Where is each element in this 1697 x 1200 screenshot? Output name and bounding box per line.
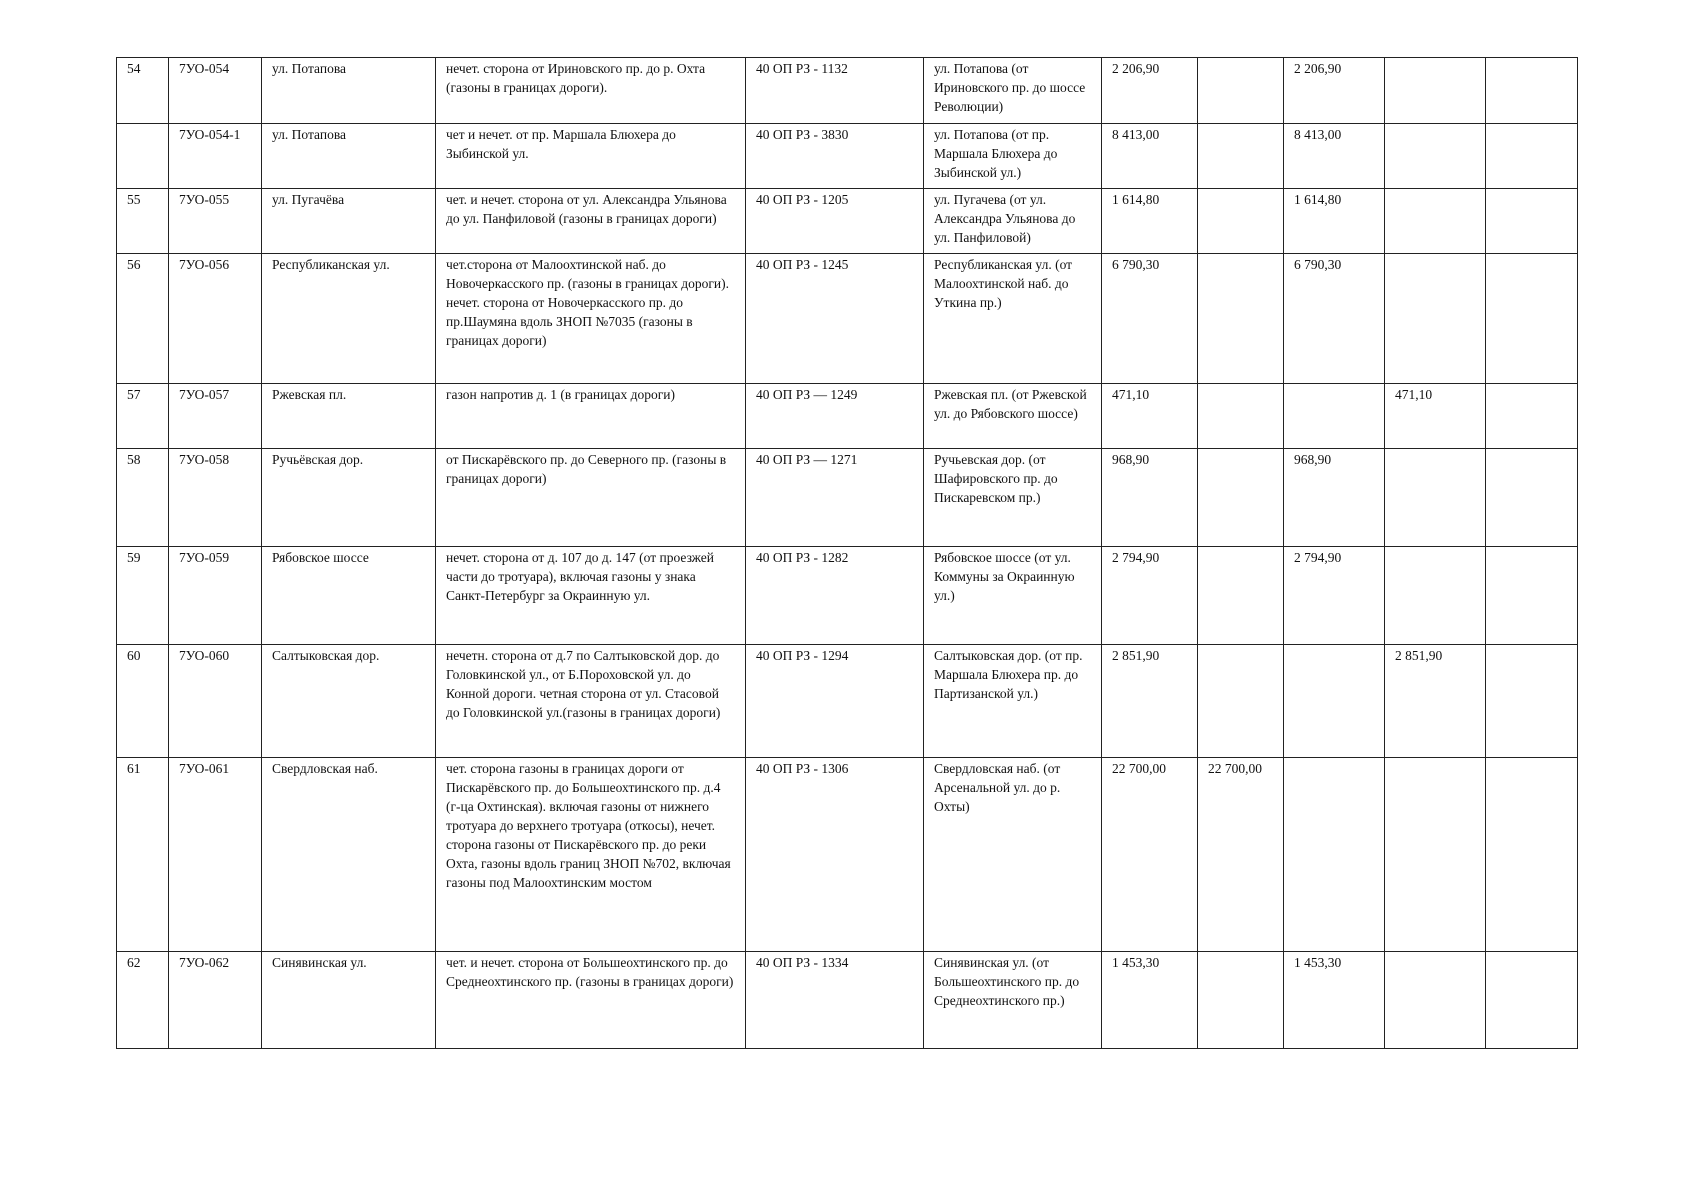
road-id: 40 ОП РЗ — 1271 [746, 449, 924, 547]
row-number: 61 [117, 758, 169, 952]
road-id: 40 ОП РЗ - 1334 [746, 952, 924, 1049]
street-name: Салтыковская дор. [262, 645, 436, 758]
area-col-a [1198, 547, 1284, 645]
area-col-d [1486, 952, 1578, 1049]
road-name: ул. Пугачева (от ул. Александра Ульянова до ул. Панфиловой) [924, 189, 1102, 254]
street-name: ул. Потапова [262, 58, 436, 124]
table-row [117, 758, 1578, 952]
area-col-a [1198, 952, 1284, 1049]
road-id: 40 ОП РЗ - 1294 [746, 645, 924, 758]
table-row [117, 449, 1578, 547]
area-total: 968,90 [1102, 449, 1198, 547]
area-col-b [1284, 645, 1385, 758]
area-description: газон напротив д. 1 (в границах дороги) [436, 384, 746, 449]
area-col-d [1486, 645, 1578, 758]
area-col-a [1198, 58, 1284, 124]
area-col-b: 1 453,30 [1284, 952, 1385, 1049]
table-row [117, 645, 1578, 758]
object-code: 7УО-057 [169, 384, 262, 449]
road-name: Свердловская наб. (от Арсенальной ул. до р. Охты) [924, 758, 1102, 952]
area-col-b [1284, 384, 1385, 449]
road-id: 40 ОП РЗ - 1245 [746, 254, 924, 384]
area-total: 2 206,90 [1102, 58, 1198, 124]
road-name: Ручьевская дор. (от Шафировского пр. до Пискаревском пр.) [924, 449, 1102, 547]
object-code: 7УО-054-1 [169, 124, 262, 189]
row-number [117, 124, 169, 189]
area-total: 2 794,90 [1102, 547, 1198, 645]
road-id: 40 ОП РЗ - 1132 [746, 58, 924, 124]
area-total: 2 851,90 [1102, 645, 1198, 758]
street-name: Свердловская наб. [262, 758, 436, 952]
street-name: Республиканская ул. [262, 254, 436, 384]
area-total: 6 790,30 [1102, 254, 1198, 384]
area-description: нечетн. сторона от д.7 по Салтыковской дор. до Головкинской ул., от Б.Пороховской ул. до Конной дороги. четная сторона от ул. Стасовой до Головкинской ул.(газоны в границах дороги) [436, 645, 746, 758]
area-col-a [1198, 384, 1284, 449]
object-code: 7УО-058 [169, 449, 262, 547]
object-code: 7УО-059 [169, 547, 262, 645]
area-col-a [1198, 645, 1284, 758]
area-col-d [1486, 384, 1578, 449]
road-name: Синявинская ул. (от Большеохтинского пр. до Среднеохтинского пр.) [924, 952, 1102, 1049]
road-id: 40 ОП РЗ - 1205 [746, 189, 924, 254]
area-col-a [1198, 254, 1284, 384]
object-code: 7УО-054 [169, 58, 262, 124]
area-col-a [1198, 189, 1284, 254]
street-name: Ручьёвская дор. [262, 449, 436, 547]
area-col-b: 2 794,90 [1284, 547, 1385, 645]
road-name: Салтыковская дор. (от пр. Маршала Блюхера пр. до Партизанской ул.) [924, 645, 1102, 758]
area-col-b: 1 614,80 [1284, 189, 1385, 254]
road-name: ул. Потапова (от Ириновского пр. до шоссе Революции) [924, 58, 1102, 124]
area-description: нечет. сторона от д. 107 до д. 147 (от проезжей части до тротуара), включая газоны у знака Санкт-Петербург за Окраинную ул. [436, 547, 746, 645]
area-col-a [1198, 449, 1284, 547]
area-total: 22 700,00 [1102, 758, 1198, 952]
area-col-b: 968,90 [1284, 449, 1385, 547]
object-code: 7УО-056 [169, 254, 262, 384]
area-col-d [1486, 58, 1578, 124]
street-name: Синявинская ул. [262, 952, 436, 1049]
area-col-c [1385, 124, 1486, 189]
row-number: 57 [117, 384, 169, 449]
area-description: чет. и нечет. сторона от ул. Александра Ульянова до ул. Панфиловой (газоны в границах дороги) [436, 189, 746, 254]
area-col-c [1385, 189, 1486, 254]
area-col-d [1486, 189, 1578, 254]
area-col-a: 22 700,00 [1198, 758, 1284, 952]
area-col-b [1284, 758, 1385, 952]
area-col-d [1486, 449, 1578, 547]
road-id: 40 ОП РЗ - 1306 [746, 758, 924, 952]
area-col-d [1486, 547, 1578, 645]
road-id: 40 ОП РЗ - 1282 [746, 547, 924, 645]
road-id: 40 ОП РЗ - 3830 [746, 124, 924, 189]
area-total: 1 614,80 [1102, 189, 1198, 254]
row-number: 56 [117, 254, 169, 384]
area-description: чет. сторона газоны в границах дороги от Пискарёвского пр. до Большеохтинского пр. д.4 (г-ца Охтинская). включая газоны от нижнего тротуара до верхнего тротуара (откосы), нечет. сторона газоны от Пискарёвского пр. до реки Охта, газоны вдоль границ ЗНОП №702, включая газоны под Малоохтинским мостом [436, 758, 746, 952]
row-number: 59 [117, 547, 169, 645]
road-name: Рябовское шоссе (от ул. Коммуны за Окраинную ул.) [924, 547, 1102, 645]
table-row [117, 547, 1578, 645]
row-number: 54 [117, 58, 169, 124]
area-col-c: 2 851,90 [1385, 645, 1486, 758]
row-number: 60 [117, 645, 169, 758]
road-name: Республиканская ул. (от Малоохтинской наб. до Уткина пр.) [924, 254, 1102, 384]
area-col-c [1385, 58, 1486, 124]
area-col-d [1486, 254, 1578, 384]
registry-sheet [116, 57, 1577, 1049]
row-number: 58 [117, 449, 169, 547]
area-total: 8 413,00 [1102, 124, 1198, 189]
street-name: ул. Потапова [262, 124, 436, 189]
area-description: от Пискарёвского пр. до Северного пр. (газоны в границах дороги) [436, 449, 746, 547]
area-col-b: 2 206,90 [1284, 58, 1385, 124]
area-col-d [1486, 124, 1578, 189]
object-code: 7УО-061 [169, 758, 262, 952]
table-row [117, 952, 1578, 1049]
table-row [117, 254, 1578, 384]
area-col-a [1198, 124, 1284, 189]
area-col-c [1385, 547, 1486, 645]
area-col-b: 8 413,00 [1284, 124, 1385, 189]
row-number: 55 [117, 189, 169, 254]
object-code: 7УО-060 [169, 645, 262, 758]
area-col-c [1385, 758, 1486, 952]
street-name: Ржевская пл. [262, 384, 436, 449]
area-col-c [1385, 449, 1486, 547]
area-col-d [1486, 758, 1578, 952]
row-number: 62 [117, 952, 169, 1049]
street-name: Рябовское шоссе [262, 547, 436, 645]
street-name: ул. Пугачёва [262, 189, 436, 254]
area-col-b: 6 790,30 [1284, 254, 1385, 384]
area-col-c [1385, 952, 1486, 1049]
object-code: 7УО-062 [169, 952, 262, 1049]
road-name: ул. Потапова (от пр. Маршала Блюхера до Зыбинской ул.) [924, 124, 1102, 189]
table-row [117, 124, 1578, 189]
object-code: 7УО-055 [169, 189, 262, 254]
area-description: чет. и нечет. сторона от Большеохтинского пр. до Среднеохтинского пр. (газоны в границах дороги) [436, 952, 746, 1049]
table-row [117, 189, 1578, 254]
area-description: чет.сторона от Малоохтинской наб. до Новочеркасского пр. (газоны в границах дороги). нечет. сторона от Новочеркасского пр. до пр.Шаумяна вдоль ЗНОП №7035 (газоны в границах дороги) [436, 254, 746, 384]
area-col-c [1385, 254, 1486, 384]
area-total: 471,10 [1102, 384, 1198, 449]
area-col-c: 471,10 [1385, 384, 1486, 449]
area-description: нечет. сторона от Ириновского пр. до р. Охта (газоны в границах дороги). [436, 58, 746, 124]
road-id: 40 ОП РЗ — 1249 [746, 384, 924, 449]
table-row [117, 384, 1578, 449]
area-description: чет и нечет. от пр. Маршала Блюхера до Зыбинской ул. [436, 124, 746, 189]
area-total: 1 453,30 [1102, 952, 1198, 1049]
road-name: Ржевская пл. (от Ржевской ул. до Рябовского шоссе) [924, 384, 1102, 449]
table-row [117, 58, 1578, 124]
green-areas-table [116, 57, 1578, 1049]
